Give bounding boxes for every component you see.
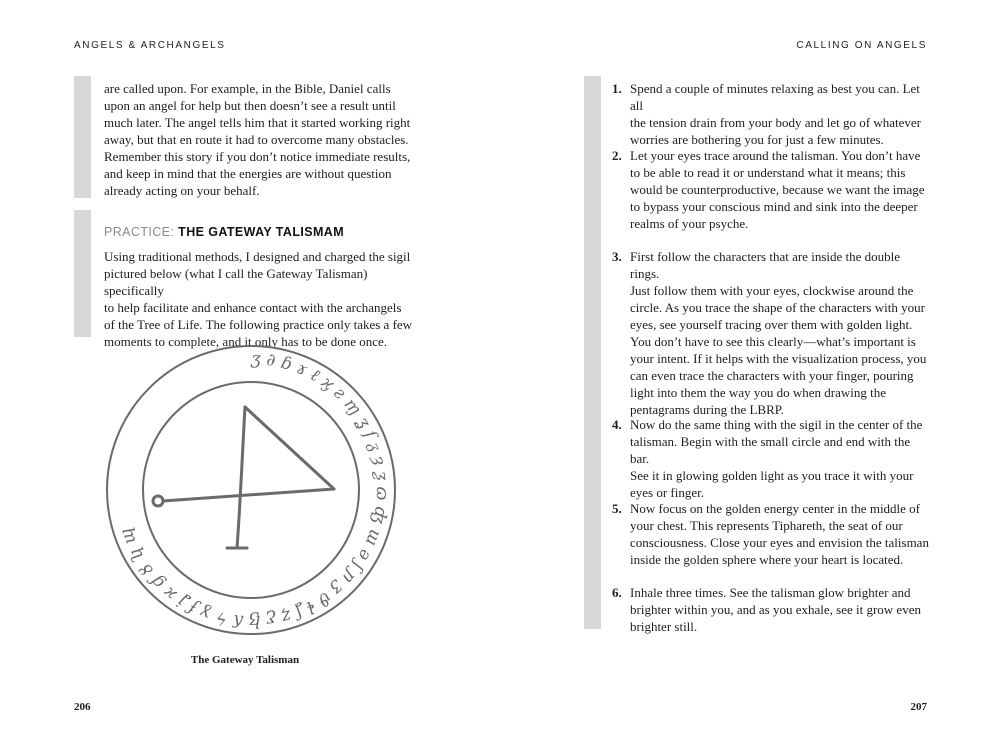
- text-line: First follow the characters that are inside the double rings.: [630, 249, 901, 281]
- step-item: [612, 248, 932, 418]
- practice-paragraph: [104, 248, 424, 350]
- sigil-small-circle: [153, 496, 163, 506]
- step-text: [630, 500, 932, 568]
- step-number: 1.: [612, 81, 622, 96]
- text-line: pentagrams during the LBRP.: [630, 402, 784, 417]
- step-item: [612, 584, 932, 635]
- gateway-talisman-figure: [104, 343, 398, 637]
- text-line: much later. The angel tells him that it started working right: [104, 115, 411, 130]
- text-line: of the Tree of Life. The following practice only takes a few: [104, 317, 413, 332]
- step-number: 2.: [612, 148, 622, 163]
- text-line: and keep in mind that the energies are without question: [104, 166, 392, 181]
- text-line: your intent. If it helps with the visualization process, you: [630, 351, 927, 366]
- page-number-left: 206: [74, 701, 91, 713]
- text-line: to be able to read it or understand what it means; this: [630, 165, 906, 180]
- step-number: 4.: [612, 417, 622, 432]
- text-line: to bypass your conscious mind and sink into the deeper: [630, 199, 918, 214]
- practice-prefix: PRACTICE:: [104, 225, 175, 239]
- sigil-stem: [237, 407, 245, 548]
- text-line: would be counterproductive, because we want the image: [630, 182, 925, 197]
- text-line: moments to complete, and it only has to be done once.: [104, 334, 388, 349]
- text-line: consciousness. Close your eyes and envision the talisman: [630, 535, 929, 550]
- text-line: are called upon. For example, in the Bible, Daniel calls: [104, 81, 391, 96]
- sidebar-bar-intro: [74, 76, 91, 198]
- text-line: brighter still.: [630, 619, 698, 634]
- text-line: the tension drain from your body and let go of whatever: [630, 115, 921, 130]
- step-number: 3.: [612, 249, 622, 264]
- talisman-sigil: [153, 407, 334, 548]
- intro-paragraph: [104, 80, 424, 199]
- text-line: your chest. This represents Tiphareth, the seat of our: [630, 518, 903, 533]
- figure-caption: The Gateway Talisman: [190, 654, 300, 666]
- text-line: can even trace the characters with your finger, pouring: [630, 368, 914, 383]
- talisman-ring-glyphs: ʒ ∂ ɓ ɤ ℓ ϗ ƨ ɱ ʓ ſ ᵹ ȝ ƺ ɷ ʤ ɯ ǝ ʃ ɲ ʒ ϑ ɬ ʆ ȥ ƹ ɮ ʎ ϟ ɣ ʄ ʝ ϰ ɠ ȣ ʮ ɰ: [116, 348, 393, 632]
- step-text: [630, 147, 932, 232]
- text-line: See it in glowing golden light as you trace it with your: [630, 468, 914, 483]
- text-line: upon an angel for help but then doesn’t see a result until: [104, 98, 396, 113]
- step-text: [630, 416, 932, 501]
- step-text: [630, 80, 932, 148]
- text-line: Now focus on the golden energy center in the middle of: [630, 501, 921, 516]
- practice-title: THE GATEWAY TALISMAM: [178, 225, 345, 239]
- text-line: light into them the way you do when drawing the: [630, 385, 886, 400]
- step-text: [630, 248, 932, 418]
- sigil-cross-stroke: [163, 489, 334, 501]
- text-line: You don’t have to see this clearly—what’s important is: [630, 334, 916, 349]
- text-line: pictured below (what I call the Gateway Talisman) specifically: [104, 266, 368, 298]
- text-line: worries are bothering you for just a few minutes.: [630, 132, 884, 147]
- text-line: Just follow them with your eyes, clockwise around the: [630, 283, 914, 298]
- text-line: talisman. Begin with the small circle and end with the bar.: [630, 434, 911, 466]
- page-number-right: 207: [910, 701, 927, 713]
- sigil-right-stroke: [245, 407, 334, 489]
- text-line: eyes or finger.: [630, 485, 705, 500]
- running-head-right: CALLING ON ANGELS: [796, 40, 927, 51]
- sidebar-bar-practice: [74, 210, 91, 337]
- text-line: brighter within you, and as you exhale, see it grow even: [630, 602, 921, 617]
- sidebar-bar-steps: [584, 76, 601, 629]
- step-item: [612, 416, 932, 501]
- talisman-outer-ring: [107, 346, 395, 634]
- practice-heading: [104, 225, 344, 239]
- text-line: circle. As you trace the shape of the characters with your: [630, 300, 925, 315]
- step-item: [612, 500, 932, 568]
- step-number: 6.: [612, 585, 622, 600]
- text-line: Inhale three times. See the talisman glow brighter and: [630, 585, 911, 600]
- text-line: Spend a couple of minutes relaxing as best you can. Let all: [630, 81, 920, 113]
- text-line: to help facilitate and enhance contact with the archangels: [104, 300, 402, 315]
- text-line: Using traditional methods, I designed and charged the sigil: [104, 249, 411, 264]
- text-line: realms of your psyche.: [630, 216, 749, 231]
- text-line: away, but that en route it had to overcome many obstacles.: [104, 132, 409, 147]
- text-line: eyes, see yourself tracing over them with golden light.: [630, 317, 913, 332]
- text-line: inside the golden sphere where your heart is located.: [630, 552, 904, 567]
- text-line: Now do the same thing with the sigil in the center of the: [630, 417, 923, 432]
- running-head-left: ANGELS & ARCHANGELS: [74, 40, 226, 51]
- step-item: [612, 147, 932, 232]
- step-item: [612, 80, 932, 148]
- step-text: [630, 584, 932, 635]
- text-line: Remember this story if you don’t notice immediate results,: [104, 149, 411, 164]
- text-line: Let your eyes trace around the talisman. You don’t have: [630, 148, 921, 163]
- text-line: already acting on your behalf.: [104, 183, 260, 198]
- step-number: 5.: [612, 501, 622, 516]
